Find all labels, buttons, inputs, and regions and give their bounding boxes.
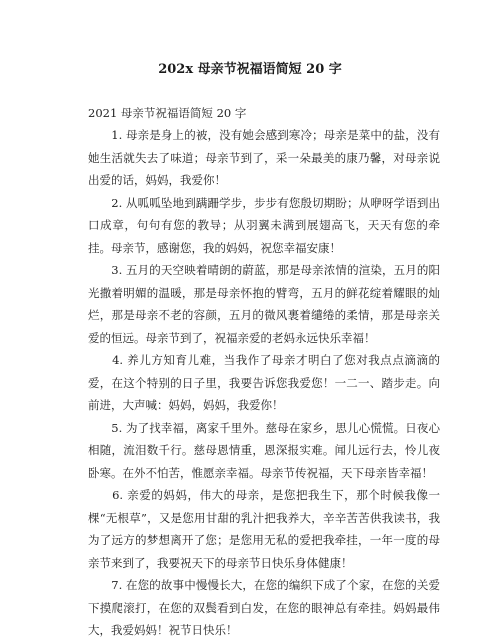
paragraph: 5. 为了找幸福，离家千里外。慈母在家乡，思儿心慌慌。日夜心相随，流泪数千行。慈母恩情重，恩深报实难。闻儿远行去，怜儿夜卧寒。在外不怕苦，惟愿亲幸福。母亲节传祝福，天下母亲皆幸福！: [88, 420, 440, 480]
paragraph: 4. 养儿方知育儿难，当我作了母亲才明白了您对我点点滴滴的爱，在这个特别的日子里，我要告诉您我爱您！一二一、踏步走。向前进，大声喊：妈妈，妈妈，我爱你！: [88, 353, 440, 412]
document-body: [88, 124, 440, 642]
paragraph: 1. 母亲是身上的被，没有她会感到寒冷；母亲是菜中的盐，没有她生活就失去了味道；母亲节到了，采一朵最美的康乃馨，对母亲说出爱的话，妈妈，我爱你！: [88, 128, 440, 187]
paragraph: 6. 亲爱的妈妈，伟大的母亲，是您把我生下，那个时候我像一棵“无根草”，又是您用甘甜的乳汁把我养大，辛辛苦苦供我读书，我为了远方的梦想离开了您；是您用无私的爱把我牵挂，一年一度的母亲节来到了，我要祝天下的母亲节日快乐身体健康！: [88, 488, 440, 570]
paragraph: 3. 五月的天空映着晴朗的蔚蓝，那是母亲浓情的渲染，五月的阳光撒着明媚的温暖，那是母亲怀抱的臂弯，五月的鲜花绽着耀眼的灿烂，那是母亲不老的容颜，五月的微风裹着缱绻的柔情，那是母亲关爱的恒远。母亲节到了，祝福亲爱的老妈永远快乐幸福！: [88, 263, 440, 345]
paragraph: 2. 从呱呱坠地到蹒跚学步，步步有您殷切期盼；从咿呀学语到出口成章，句句有您的教导；从羽翼未满到展翅高飞，天天有您的牵挂。母亲节，感谢您，我的妈妈，祝您幸福安康！: [88, 195, 440, 255]
document-subtitle: 2021 母亲节祝福语简短 20 字: [88, 106, 247, 120]
document-title: 202x 母亲节祝福语简短 20 字: [158, 62, 342, 77]
paragraph: 7. 在您的故事中慢慢长大，在您的编织下成了个家，在您的关爱下摸爬滚打，在您的双鬓看到白发，在您的眼神总有牵挂。妈妈最伟大，我爱妈妈！祝节日快乐！: [88, 578, 440, 637]
